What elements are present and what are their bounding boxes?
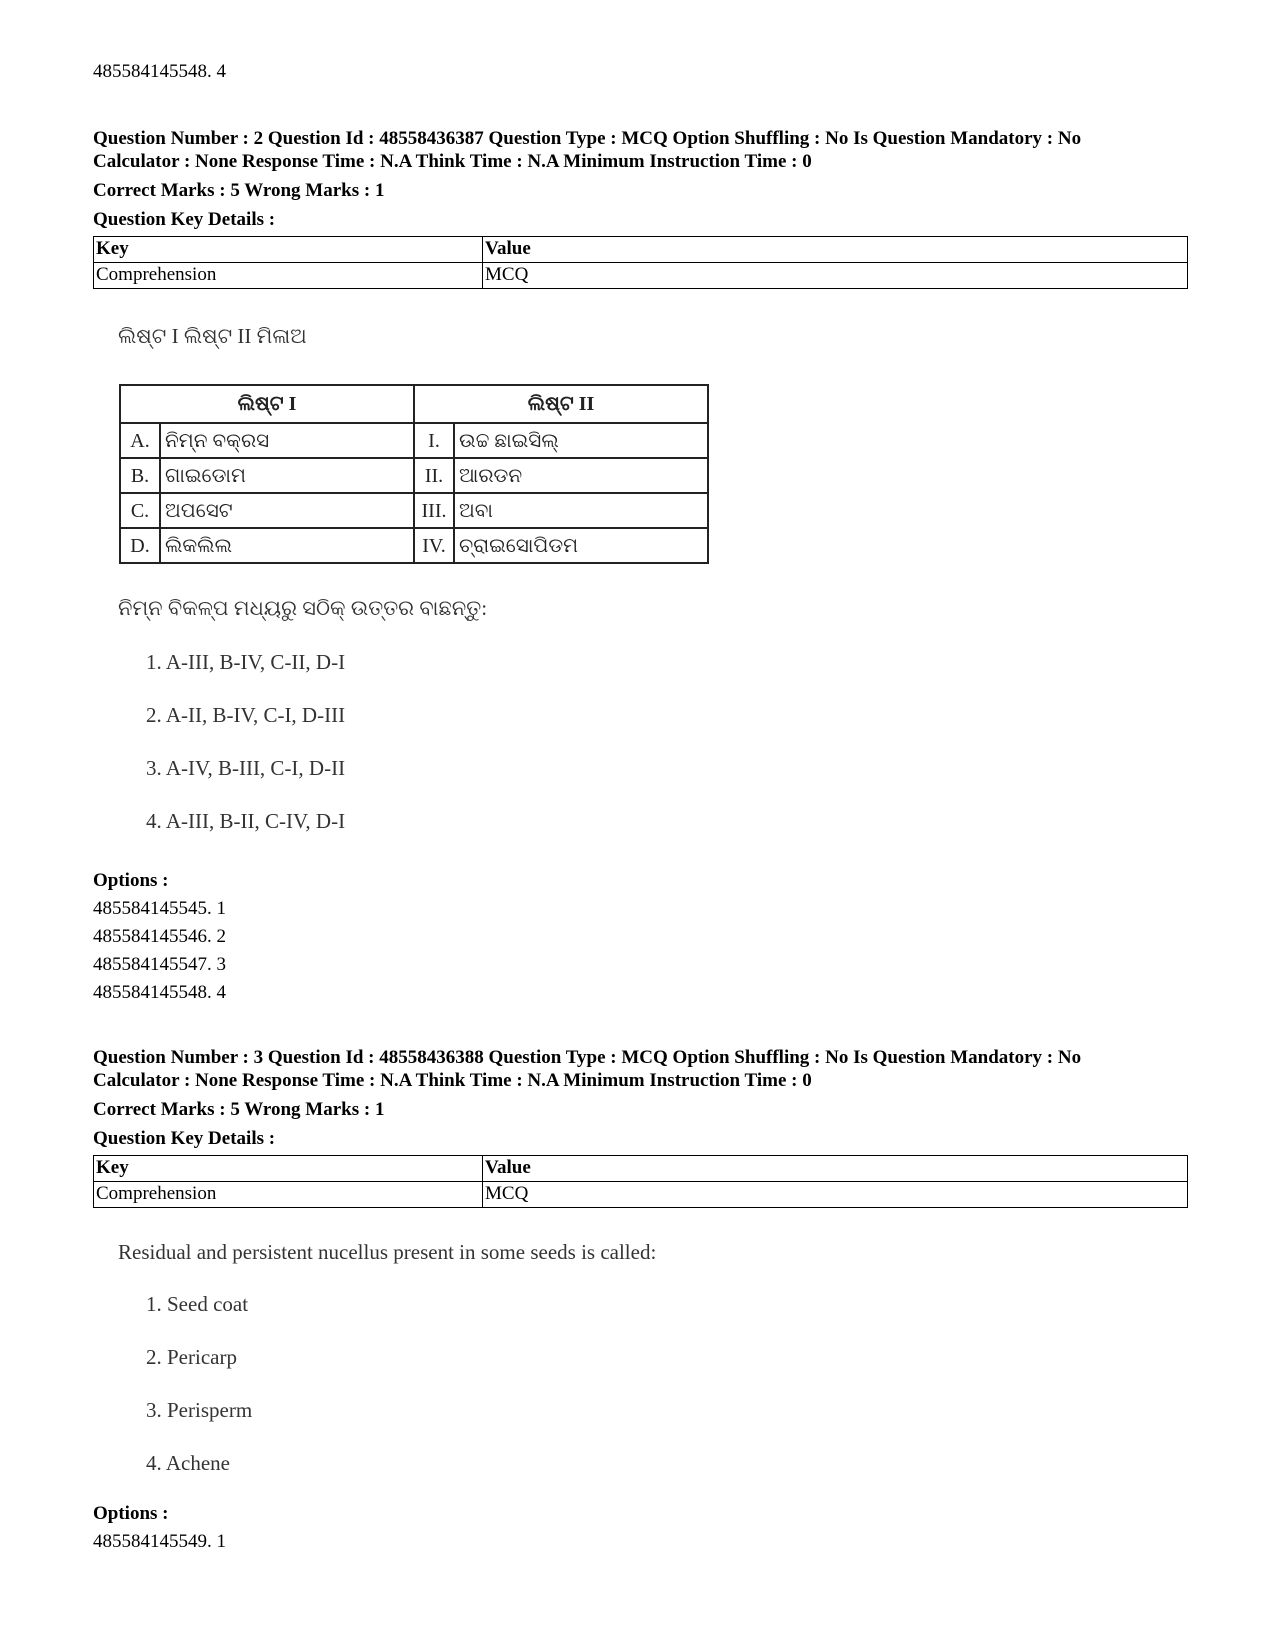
option-line: 485584145547. 3 (93, 954, 226, 975)
match-label: D. (120, 528, 160, 563)
marks-line: Correct Marks : 5 Wrong Marks : 1 (93, 1099, 385, 1120)
match-item: ଚ୍ରାଇସୋପିଡମ (454, 528, 708, 563)
match-label: II. (414, 458, 454, 493)
question-instruction: ଲିଷ୍ଟ I ଲିଷ୍ଟ II ମିଳାଅ (118, 324, 307, 348)
answer-choice: 3. A-IV, B-III, C-I, D-II (146, 756, 346, 780)
table-header-key: Key (94, 237, 483, 263)
key-details-table (93, 1155, 1188, 1208)
table-header-value: Value (483, 237, 1188, 263)
table-cell-key: Comprehension (94, 263, 483, 289)
question-header-line2: Calculator : None Response Time : N.A Think Time : N.A Minimum Instruction Time : 0 (93, 151, 812, 172)
table-header-key: Key (94, 1156, 483, 1182)
table-cell-key: Comprehension (94, 1182, 483, 1208)
match-item: ନିମ୍ନ ବକ୍ରସ (160, 423, 414, 458)
question-header-line1: Question Number : 2 Question Id : 48558436387 Question Type : MCQ Option Shuffling : No Is Question Mandatory : No (93, 128, 1082, 149)
answer-choice: 4. A-III, B-II, C-IV, D-I (146, 809, 346, 833)
key-details-label: Question Key Details : (93, 209, 276, 230)
match-label: C. (120, 493, 160, 528)
table-cell-value: MCQ (483, 263, 1188, 289)
answer-choice: 1. A-III, B-IV, C-II, D-I (146, 650, 346, 674)
match-item: ଅବା (454, 493, 708, 528)
marks-line: Correct Marks : 5 Wrong Marks : 1 (93, 180, 385, 201)
answer-choice: 1. Seed coat (146, 1292, 249, 1316)
question-header-line1: Question Number : 3 Question Id : 48558436388 Question Type : MCQ Option Shuffling : No Is Question Mandatory : No (93, 1047, 1082, 1068)
match-label: A. (120, 423, 160, 458)
match-table (119, 384, 709, 564)
match-header-list1: ଲିଷ୍ଟ I (120, 385, 414, 423)
key-details-label: Question Key Details : (93, 1128, 276, 1149)
question-text: Residual and persistent nucellus present in some seeds is called: (118, 1240, 657, 1264)
match-item: ଲିକଲିଲ (160, 528, 414, 563)
option-line: 485584145546. 2 (93, 926, 226, 947)
match-item: ଗାଇଡୋମ (160, 458, 414, 493)
options-label: Options : (93, 870, 169, 891)
option-line: 485584145548. 4 (93, 61, 226, 82)
options-label: Options : (93, 1503, 169, 1524)
table-header-value: Value (483, 1156, 1188, 1182)
match-label: IV. (414, 528, 454, 563)
match-item: ଉଚ୍ଚ ଛାଇସିଲ୍ (454, 423, 708, 458)
option-line: 485584145545. 1 (93, 898, 226, 919)
match-header-list2: ଲିଷ୍ଟ II (414, 385, 708, 423)
key-details-table (93, 236, 1188, 289)
match-label: I. (414, 423, 454, 458)
table-cell-value: MCQ (483, 1182, 1188, 1208)
answer-choice: 3. Perisperm (146, 1398, 253, 1422)
answer-choice: 2. Pericarp (146, 1345, 237, 1369)
question-header-line2: Calculator : None Response Time : N.A Think Time : N.A Minimum Instruction Time : 0 (93, 1070, 812, 1091)
option-line: 485584145549. 1 (93, 1531, 226, 1552)
match-item: ଆରଡନ (454, 458, 708, 493)
question-prompt: ନିମ୍ନ ବିକଳ୍ପ ମଧ୍ୟରୁ ସଠିକ୍ ଉତ୍ତର ବାଛନ୍ତୁ: (118, 596, 488, 620)
match-item: ଅପସେଟ (160, 493, 414, 528)
option-line: 485584145548. 4 (93, 982, 226, 1003)
answer-choice: 4. Achene (146, 1451, 230, 1475)
answer-choice: 2. A-II, B-IV, C-I, D-III (146, 703, 346, 727)
match-label: III. (414, 493, 454, 528)
match-label: B. (120, 458, 160, 493)
